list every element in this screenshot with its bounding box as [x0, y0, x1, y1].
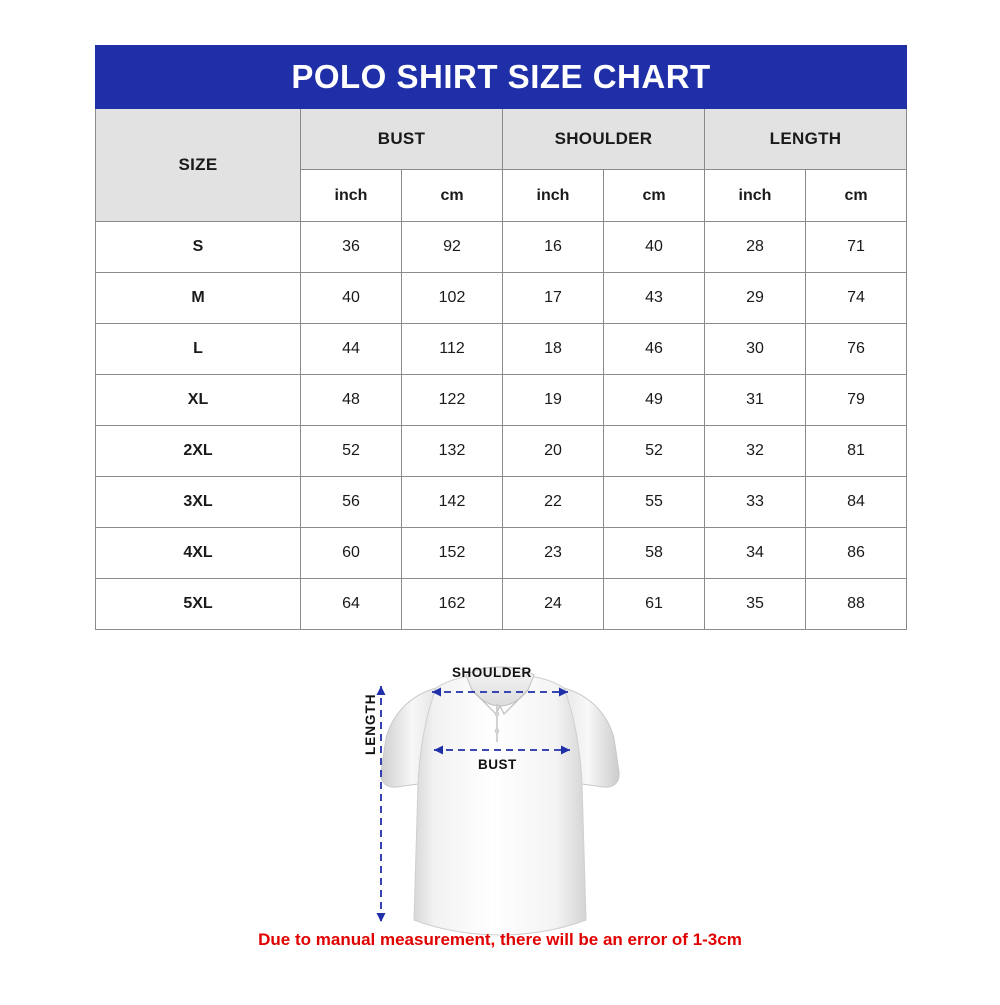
unit-length-inch: inch: [705, 170, 806, 222]
cell-bust-cm: 122: [402, 375, 503, 426]
cell-length-inch: 30: [705, 324, 806, 375]
cell-length-cm: 79: [806, 375, 907, 426]
size-chart-table: [95, 45, 907, 630]
cell-bust-cm: 132: [402, 426, 503, 477]
cell-shoulder-inch: 18: [503, 324, 604, 375]
cell-shoulder-cm: 46: [604, 324, 705, 375]
unit-shoulder-cm: cm: [604, 170, 705, 222]
cell-size: S: [96, 222, 301, 273]
unit-bust-inch: inch: [301, 170, 402, 222]
cell-length-cm: 84: [806, 477, 907, 528]
cell-length-cm: 81: [806, 426, 907, 477]
cell-length-inch: 32: [705, 426, 806, 477]
cell-length-inch: 34: [705, 528, 806, 579]
shoulder-label: SHOULDER: [452, 665, 532, 680]
cell-bust-inch: 44: [301, 324, 402, 375]
length-label: LENGTH: [363, 693, 378, 755]
cell-length-cm: 88: [806, 579, 907, 630]
header-size: SIZE: [96, 109, 301, 222]
table-row: [96, 375, 907, 426]
group-header-row: [96, 109, 907, 170]
chart-title-row: [96, 46, 907, 109]
size-chart-container: [95, 45, 905, 630]
cell-length-inch: 28: [705, 222, 806, 273]
cell-size: 2XL: [96, 426, 301, 477]
table-row: [96, 426, 907, 477]
cell-length-cm: 74: [806, 273, 907, 324]
header-length: LENGTH: [705, 109, 907, 170]
cell-bust-inch: 60: [301, 528, 402, 579]
cell-length-inch: 29: [705, 273, 806, 324]
cell-length-inch: 35: [705, 579, 806, 630]
cell-bust-inch: 56: [301, 477, 402, 528]
cell-length-inch: 31: [705, 375, 806, 426]
cell-size: L: [96, 324, 301, 375]
cell-bust-cm: 152: [402, 528, 503, 579]
cell-length-inch: 33: [705, 477, 806, 528]
cell-size: 3XL: [96, 477, 301, 528]
unit-length-cm: cm: [806, 170, 907, 222]
cell-bust-cm: 92: [402, 222, 503, 273]
cell-bust-inch: 52: [301, 426, 402, 477]
cell-bust-cm: 162: [402, 579, 503, 630]
cell-bust-cm: 112: [402, 324, 503, 375]
cell-length-cm: 86: [806, 528, 907, 579]
unit-shoulder-inch: inch: [503, 170, 604, 222]
cell-shoulder-cm: 58: [604, 528, 705, 579]
cell-shoulder-cm: 61: [604, 579, 705, 630]
cell-size: 5XL: [96, 579, 301, 630]
cell-shoulder-inch: 17: [503, 273, 604, 324]
bust-label: BUST: [478, 757, 517, 772]
cell-size: M: [96, 273, 301, 324]
cell-shoulder-inch: 22: [503, 477, 604, 528]
table-row: [96, 477, 907, 528]
cell-shoulder-inch: 23: [503, 528, 604, 579]
cell-bust-inch: 48: [301, 375, 402, 426]
cell-shoulder-inch: 19: [503, 375, 604, 426]
cell-length-cm: 71: [806, 222, 907, 273]
cell-bust-cm: 102: [402, 273, 503, 324]
measurement-note: Due to manual measurement, there will be an error of 1-3cm: [258, 930, 742, 949]
chart-title: POLO SHIRT SIZE CHART: [96, 46, 907, 109]
cell-bust-inch: 40: [301, 273, 402, 324]
cell-bust-inch: 64: [301, 579, 402, 630]
cell-shoulder-cm: 43: [604, 273, 705, 324]
cell-shoulder-inch: 24: [503, 579, 604, 630]
cell-shoulder-cm: 55: [604, 477, 705, 528]
cell-length-cm: 76: [806, 324, 907, 375]
cell-shoulder-cm: 52: [604, 426, 705, 477]
cell-size: 4XL: [96, 528, 301, 579]
cell-bust-cm: 142: [402, 477, 503, 528]
header-bust: BUST: [301, 109, 503, 170]
cell-shoulder-inch: 20: [503, 426, 604, 477]
cell-shoulder-cm: 49: [604, 375, 705, 426]
header-shoulder: SHOULDER: [503, 109, 705, 170]
unit-bust-cm: cm: [402, 170, 503, 222]
table-row: [96, 273, 907, 324]
table-row: [96, 222, 907, 273]
cell-size: XL: [96, 375, 301, 426]
cell-shoulder-cm: 40: [604, 222, 705, 273]
table-row: [96, 324, 907, 375]
table-row: [96, 579, 907, 630]
cell-bust-inch: 36: [301, 222, 402, 273]
table-row: [96, 528, 907, 579]
cell-shoulder-inch: 16: [503, 222, 604, 273]
